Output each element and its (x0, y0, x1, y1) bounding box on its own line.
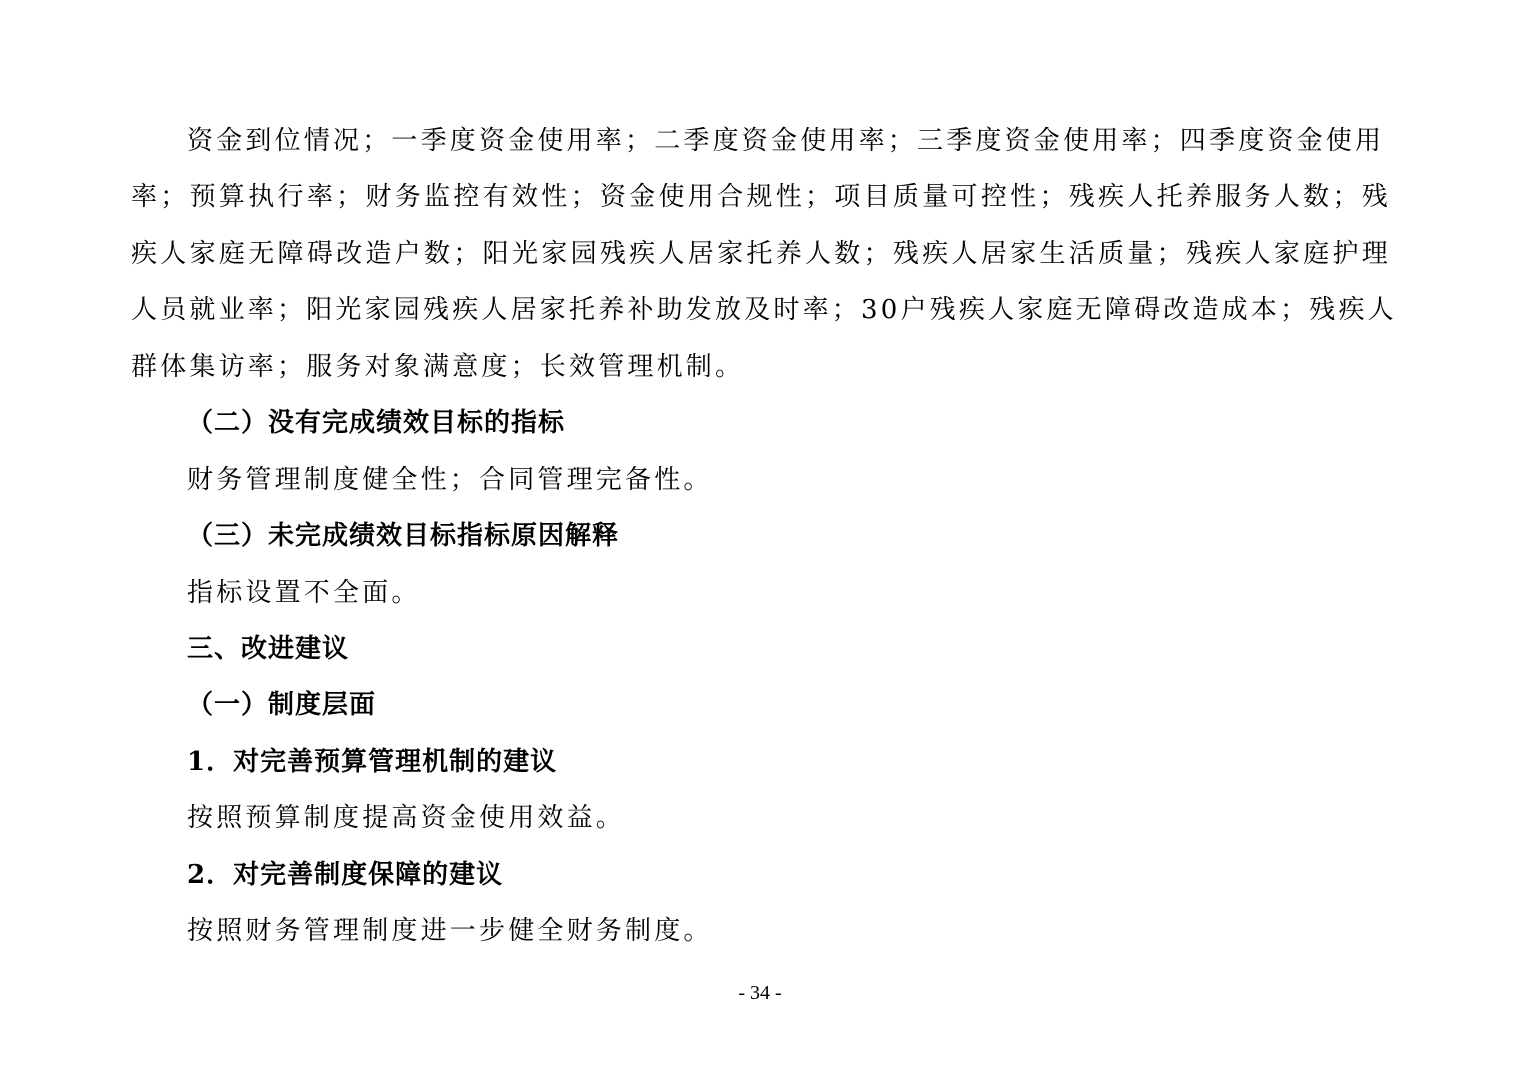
paragraph1-line-2: 率；预算执行率；财务监控有效性；资金使用合规性；项目质量可控性；残疾人托养服务人数；残 (131, 182, 1391, 212)
item1-text: 按照预算制度提高资金使用效益。 (187, 803, 626, 833)
page-number: - 34 - (738, 982, 782, 1004)
paragraph1-line-4: 人员就业率；阳光家园残疾人居家托养补助发放及时率；30户残疾人家庭无障碍改造成本；残疾人 (131, 295, 1397, 325)
chapter3-subheading: （一）制度层面 (187, 690, 377, 720)
paragraph1-line-3: 疾人家庭无障碍改造户数；阳光家园残疾人居家托养人数；残疾人居家生活质量；残疾人家庭护理 (131, 239, 1391, 269)
section2-heading: （二）没有完成绩效目标的指标 (187, 408, 566, 438)
item2-heading: 2．对完善制度保障的建议 (187, 860, 504, 890)
paragraph1-line-5: 群体集访率；服务对象满意度；长效管理机制。 (131, 352, 745, 382)
section2-text: 财务管理制度健全性；合同管理完备性。 (187, 465, 713, 495)
item2-text: 按照财务管理制度进一步健全财务制度。 (187, 916, 713, 946)
section3-text: 指标设置不全面。 (187, 578, 421, 608)
paragraph1-line-1: 资金到位情况；一季度资金使用率；二季度资金使用率；三季度资金使用率；四季度资金使用 (187, 126, 1385, 156)
item1-heading: 1．对完善预算管理机制的建议 (187, 747, 558, 777)
section3-heading: （三）未完成绩效目标指标原因解释 (187, 521, 620, 551)
chapter3-heading: 三、改进建议 (187, 634, 350, 664)
